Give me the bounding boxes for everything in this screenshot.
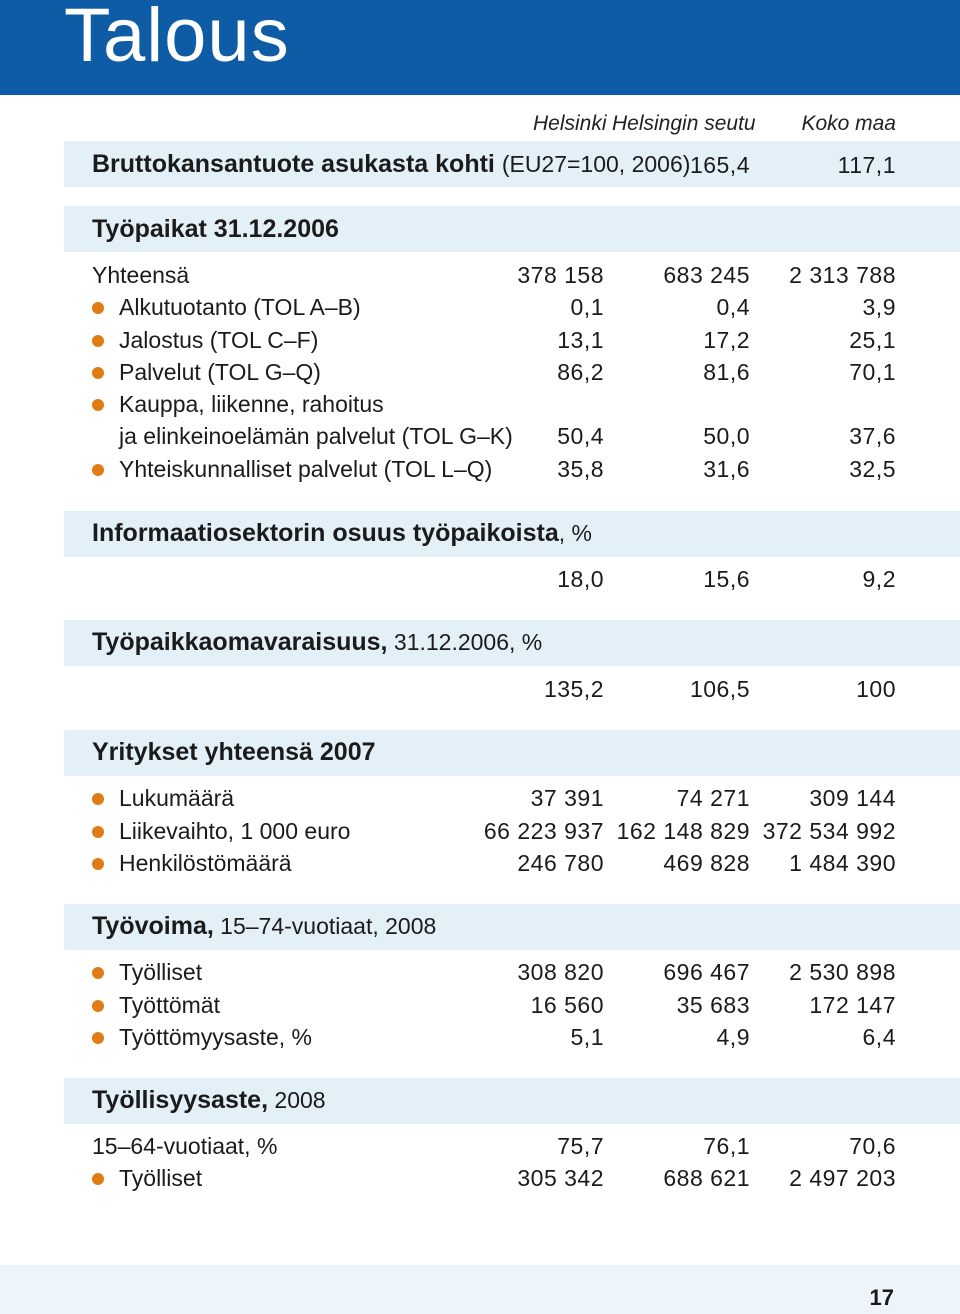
table-row xyxy=(0,816,960,848)
bullet-icon xyxy=(92,335,104,347)
table-row xyxy=(0,564,960,596)
table-row xyxy=(0,1131,960,1163)
table-row xyxy=(0,325,960,357)
bullet-icon xyxy=(92,1032,104,1044)
section-title-info xyxy=(92,518,592,548)
info-title: Informaatiosektorin osuus työpaikoista xyxy=(92,519,559,547)
row-label: Palvelut (TOL G–Q) xyxy=(119,359,321,385)
value-helsinki: 5,1 xyxy=(570,1024,604,1050)
value-koko-maa: 70,6 xyxy=(849,1133,896,1159)
value-helsinki: 50,4 xyxy=(557,423,604,449)
table-row xyxy=(0,454,960,486)
row-label: Työlliset xyxy=(119,1165,203,1191)
value-seutu: 17,2 xyxy=(703,327,750,353)
row-label: Alkutuotanto (TOL A–B) xyxy=(119,294,361,320)
bullet-icon xyxy=(92,858,104,870)
value-seutu: 35 683 xyxy=(676,992,750,1018)
table-row xyxy=(0,260,960,292)
info-subtitle: , % xyxy=(558,520,592,546)
value-helsinki: 13,1 xyxy=(557,327,604,353)
value-helsinki: 135,2 xyxy=(543,676,604,702)
row-label: Yhteensä xyxy=(92,262,190,288)
row-label: Työlliset xyxy=(119,959,203,985)
bullet-icon xyxy=(92,826,104,838)
value-koko-maa: 172 147 xyxy=(809,992,896,1018)
bkt-value-koko-maa: 117,1 xyxy=(837,152,896,178)
bullet-icon xyxy=(92,399,104,411)
value-koko-maa: 1 484 390 xyxy=(789,850,896,876)
footer-band xyxy=(0,1265,960,1314)
table-row xyxy=(0,1022,960,1054)
tyopaikat-title: Työpaikat 31.12.2006 xyxy=(92,215,339,243)
row-label: Lukumäärä xyxy=(119,785,235,811)
value-koko-maa: 25,1 xyxy=(849,327,896,353)
value-seutu: 469 828 xyxy=(663,850,750,876)
table-row xyxy=(0,357,960,389)
value-koko-maa: 309 144 xyxy=(809,785,896,811)
tyollisyys-subtitle: 2008 xyxy=(268,1087,326,1113)
row-label: Työttömät xyxy=(119,992,220,1018)
value-seutu: 4,9 xyxy=(716,1024,750,1050)
section-title-omavaraisuus xyxy=(92,627,542,657)
section-title-bkt xyxy=(92,149,690,179)
value-seutu: 696 467 xyxy=(663,959,750,985)
row-label: Yhteiskunnalliset palvelut (TOL L–Q) xyxy=(119,456,493,482)
value-seutu: 106,5 xyxy=(689,676,750,702)
value-helsinki: 75,7 xyxy=(557,1133,604,1159)
value-helsinki: 37 391 xyxy=(530,785,604,811)
value-seutu: 81,6 xyxy=(703,359,750,385)
value-koko-maa: 32,5 xyxy=(849,456,896,482)
column-header-koko-maa: Koko maa xyxy=(801,112,896,135)
row-label: 15–64-vuotiaat, % xyxy=(92,1133,278,1159)
bkt-subtitle: (EU27=100, 2006) xyxy=(501,151,691,177)
value-helsinki: 18,0 xyxy=(557,566,604,592)
value-seutu: 162 148 829 xyxy=(616,818,750,844)
value-seutu: 76,1 xyxy=(703,1133,750,1159)
row-label: Liikevaihto, 1 000 euro xyxy=(119,818,351,844)
table-row xyxy=(0,389,960,421)
value-helsinki: 305 342 xyxy=(517,1165,604,1191)
row-label: Jalostus (TOL C–F) xyxy=(119,327,319,353)
value-seutu: 688 621 xyxy=(663,1165,750,1191)
bullet-icon xyxy=(92,793,104,805)
value-helsinki: 308 820 xyxy=(517,959,604,985)
value-koko-maa: 100 xyxy=(856,676,896,702)
value-helsinki: 378 158 xyxy=(517,262,604,288)
table-row xyxy=(0,292,960,324)
section-title-tyopaikat xyxy=(92,214,339,244)
value-helsinki: 86,2 xyxy=(557,359,604,385)
row-label: Työttömyysaste, % xyxy=(119,1024,313,1050)
value-koko-maa: 70,1 xyxy=(849,359,896,385)
omavaraisuus-subtitle: 31.12.2006, % xyxy=(387,629,543,655)
table-row xyxy=(0,674,960,706)
table-row-continuation xyxy=(0,421,960,453)
value-helsinki: 246 780 xyxy=(517,850,604,876)
value-helsinki: 66 223 937 xyxy=(483,818,604,844)
value-seutu: 31,6 xyxy=(703,456,750,482)
value-seutu: 683 245 xyxy=(663,262,750,288)
section-title-tyovoima xyxy=(92,911,436,941)
value-helsinki: 0,1 xyxy=(570,294,604,320)
table-row xyxy=(0,1163,960,1195)
section-title-tyollisyys xyxy=(92,1085,326,1115)
tyovoima-title: Työvoima, xyxy=(92,912,214,940)
bkt-title: Bruttokansantuote asukasta kohti xyxy=(92,150,495,178)
value-koko-maa: 3,9 xyxy=(862,294,896,320)
bkt-value-seutu: 165,4 xyxy=(689,152,750,178)
bullet-icon xyxy=(92,464,104,476)
yritykset-title: Yritykset yhteensä 2007 xyxy=(92,738,376,766)
table-row xyxy=(0,848,960,880)
column-header-helsingin-seutu: Helsingin seutu xyxy=(612,112,756,135)
value-seutu: 15,6 xyxy=(703,566,750,592)
value-koko-maa: 2 497 203 xyxy=(789,1165,896,1191)
value-seutu: 50,0 xyxy=(703,423,750,449)
value-seutu: 74 271 xyxy=(676,785,750,811)
table-row xyxy=(0,783,960,815)
tyollisyys-title: Työllisyysaste, xyxy=(92,1086,269,1114)
header-bar xyxy=(0,0,960,95)
page-title: Talous xyxy=(64,0,290,78)
table-row xyxy=(0,957,960,989)
value-helsinki: 16 560 xyxy=(530,992,604,1018)
column-header-helsinki: Helsinki xyxy=(533,112,607,135)
row-label: Kauppa, liikenne, rahoitus xyxy=(119,391,384,417)
value-koko-maa: 6,4 xyxy=(862,1024,896,1050)
tyovoima-subtitle: 15–74-vuotiaat, 2008 xyxy=(213,913,437,939)
value-koko-maa: 37,6 xyxy=(849,423,896,449)
bullet-icon xyxy=(92,367,104,379)
value-koko-maa: 9,2 xyxy=(862,566,896,592)
page-number: 17 xyxy=(869,1285,894,1310)
row-label: Henkilöstömäärä xyxy=(119,850,292,876)
bullet-icon xyxy=(92,302,104,314)
value-koko-maa: 2 313 788 xyxy=(789,262,896,288)
bullet-icon xyxy=(92,1000,104,1012)
value-koko-maa: 372 534 992 xyxy=(762,818,896,844)
table-row xyxy=(0,990,960,1022)
bullet-icon xyxy=(92,1173,104,1185)
value-seutu: 0,4 xyxy=(716,294,750,320)
value-koko-maa: 2 530 898 xyxy=(789,959,896,985)
row-label-continued: ja elinkeinoelämän palvelut (TOL G–K) xyxy=(119,423,513,449)
bullet-icon xyxy=(92,967,104,979)
omavaraisuus-title: Työpaikkaomavaraisuus, xyxy=(92,628,388,656)
value-helsinki: 35,8 xyxy=(557,456,604,482)
section-title-yritykset xyxy=(92,737,376,767)
